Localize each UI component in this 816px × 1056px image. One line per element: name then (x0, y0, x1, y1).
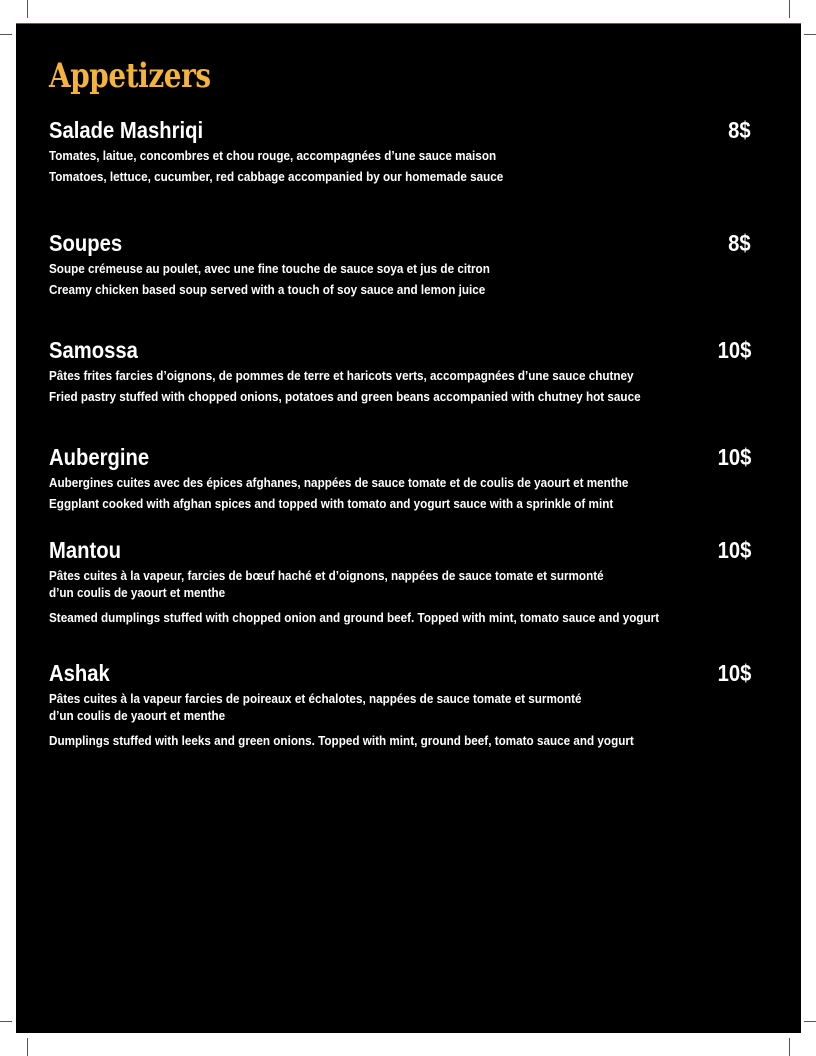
crop-mark (27, 1038, 28, 1056)
crop-mark (804, 1021, 816, 1022)
item-price: 10$ (717, 337, 751, 363)
item-desc-fr: Tomates, laitue, concombres et chou rouge, accompagnées d’une sauce maison (49, 148, 497, 163)
item-desc-en: Fried pastry stuffed with chopped onions, potatoes and green beans accompanied with chutney hot sauce (49, 389, 641, 404)
item-desc-fr: Pâtes cuites à la vapeur farcies de poireaux et échalotes, nappées de sauce tomate et surmonté (49, 691, 582, 706)
item-name: Salade Mashriqi (49, 117, 204, 143)
item-desc-en: Dumplings stuffed with leeks and green onions. Topped with mint, ground beef, tomato sauce and yogurt (49, 733, 634, 748)
item-price: 10$ (717, 444, 751, 470)
item-desc-fr: Aubergines cuites avec des épices afghanes, nappées de sauce tomate et de coulis de yaourt et menthe (49, 475, 629, 490)
item-name: Mantou (49, 537, 121, 563)
menu-item (49, 443, 751, 512)
section-title: Appetizers (49, 56, 211, 96)
item-desc-fr: Pâtes cuites à la vapeur, farcies de bœuf haché et d’oignons, nappées de sauce tomate et surmonté (49, 568, 604, 583)
crop-mark (789, 1038, 790, 1056)
item-desc-fr: Soupe crémeuse au poulet, avec une fine touche de sauce soya et jus de citron (49, 261, 490, 276)
item-price: 8$ (728, 230, 751, 256)
item-price: 10$ (717, 660, 751, 686)
item-name: Samossa (49, 337, 138, 363)
crop-mark (0, 1021, 12, 1022)
item-desc-fr: Pâtes frites farcies d’oignons, de pommes de terre et haricots verts, accompagnées d’une sauce chutney (49, 368, 634, 383)
item-name: Ashak (49, 660, 110, 686)
crop-mark (27, 0, 28, 18)
item-desc-en: Tomatoes, lettuce, cucumber, red cabbage accompanied by our homemade sauce (49, 169, 504, 184)
menu-item (49, 336, 751, 405)
crop-mark (804, 34, 816, 35)
crop-mark (0, 34, 12, 35)
menu-item (49, 659, 751, 749)
menu-item (49, 229, 751, 298)
item-desc-en: Creamy chicken based soup served with a touch of soy sauce and lemon juice (49, 282, 486, 297)
menu-item (49, 536, 751, 626)
menu-item (49, 116, 751, 185)
item-name: Aubergine (49, 444, 150, 470)
item-desc-fr-cont: d’un coulis de yaourt et menthe (49, 708, 226, 723)
item-desc-en: Eggplant cooked with afghan spices and topped with tomato and yogurt sauce with a sprinkle of mint (49, 496, 614, 511)
item-price: 10$ (717, 537, 751, 563)
item-name: Soupes (49, 230, 123, 256)
menu-page (16, 23, 801, 1033)
item-desc-fr-cont: d’un coulis de yaourt et menthe (49, 585, 226, 600)
crop-mark (789, 0, 790, 18)
item-desc-en: Steamed dumplings stuffed with chopped onion and ground beef. Topped with mint, tomato sauce and yogurt (49, 610, 660, 625)
item-price: 8$ (728, 117, 751, 143)
